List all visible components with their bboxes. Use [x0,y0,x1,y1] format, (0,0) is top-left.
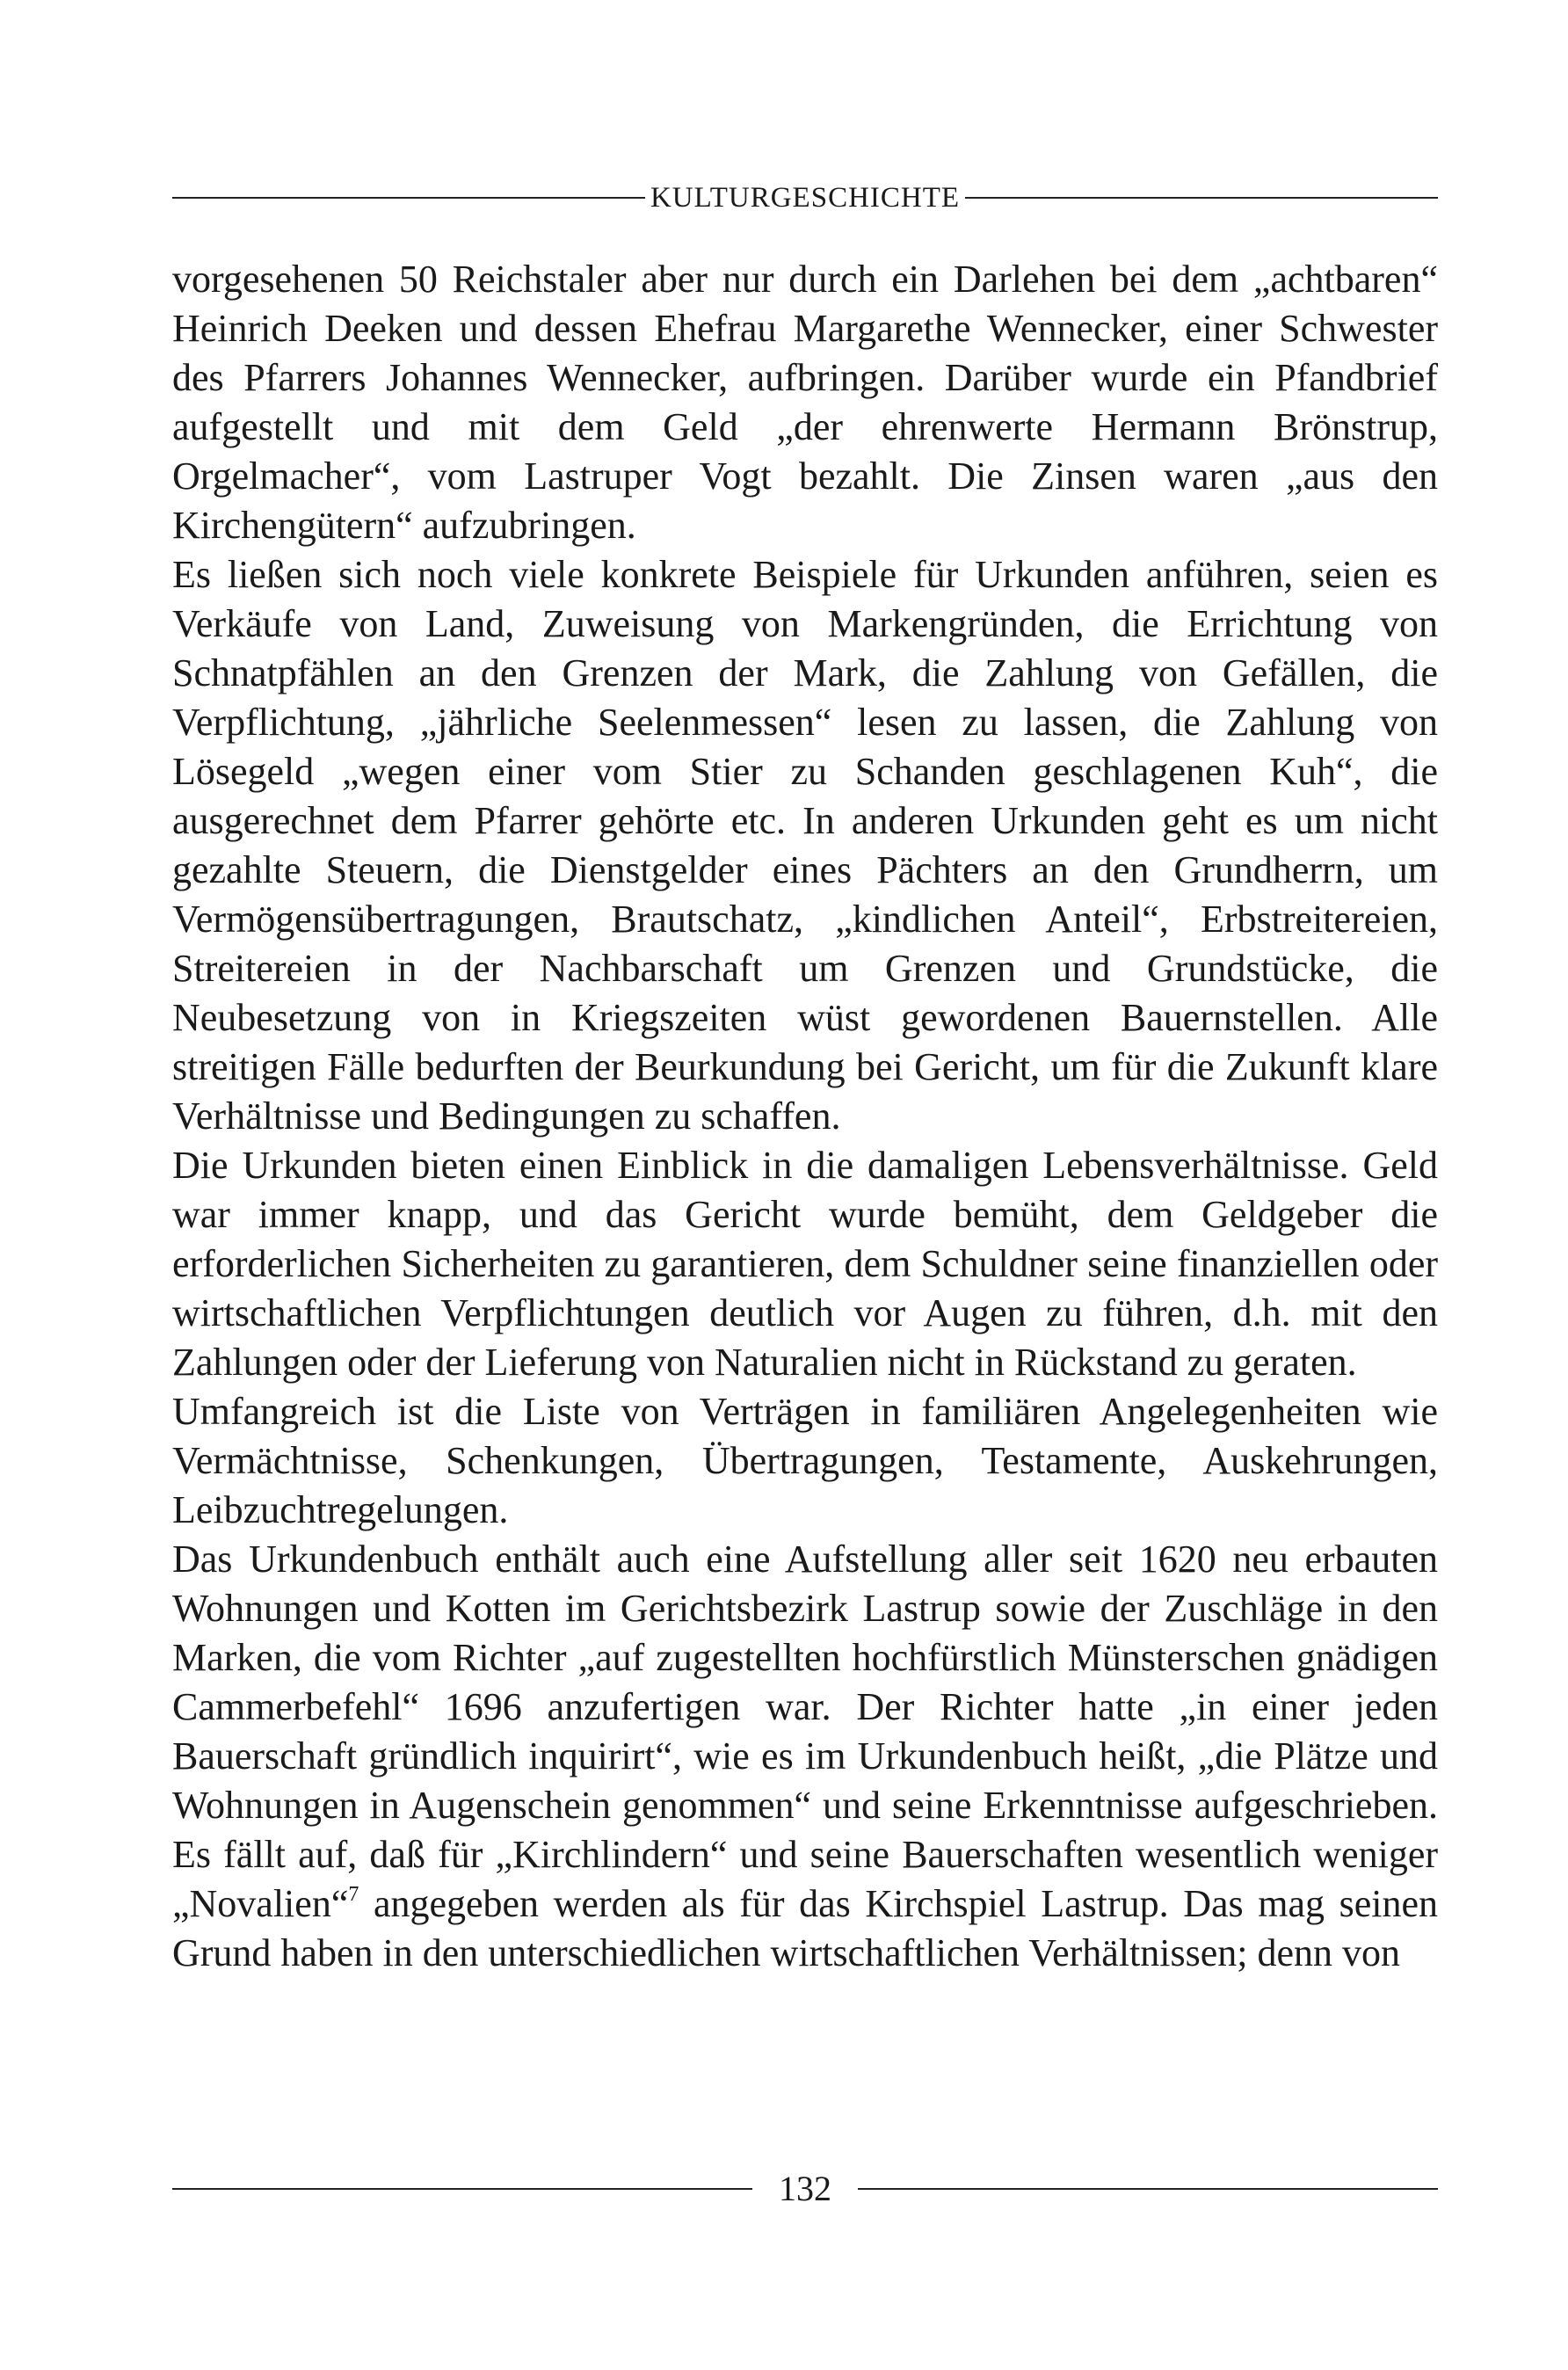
footer-rule-right [858,2188,1438,2190]
page-number: 132 [779,2169,831,2208]
running-title: KULTURGESCHICHTE [650,182,961,214]
paragraph-5 [172,1535,1438,1978]
paragraph-4: Umfangreich ist die Liste von Verträgen in familiären Angelegenheiten wie Vermächtnisse, Schenkungen, Übertragungen, Testamente, Auskehrungen, Leibzuchtregelungen. [172,1390,1438,1531]
running-header [172,176,1438,220]
paragraph-5-text-after: angegeben werden als für das Kirchspiel Lastrup. Das mag seinen Grund haben in den unterschiedlichen wirtschaftlichen Verhältnissen; denn von [172,1882,1438,1974]
paragraph-3: Die Urkunden bieten einen Einblick in die damaligen Lebensverhältnisse. Geld war immer knapp, und das Gericht wurde bemüht, dem Geldgeber die erforderlichen Sicherheiten zu garantieren, dem Schuldner seine finanziellen oder wirtschaftlichen Verpflichtungen deutlich vor Augen zu führen, d.h. mit den Zahlungen oder der Lieferung von Naturalien nicht in Rückstand zu geraten. [172,1144,1438,1384]
footnote-ref: 7 [348,1883,359,1906]
paragraph-5-text: Das Urkundenbuch enthält auch eine Aufstellung aller seit 1620 neu erbauten Wohnungen und Kotten im Gerichtsbezirk Lastrup sowie der Zuschläge in den Marken, die vom Richter „auf zugestellten hochfürstlich Münsterschen gnädigen Cammerbefehl“ 1696 anzufertigen war. Der Richter hatte „in einer jeden Bauerschaft gründlich inquirirt“, wie es im Urkundenbuch heißt, „die Plätze und Wohnungen in Augenschein genommen“ und seine Erkenntnisse aufgeschrieben. Es fällt auf, daß für „Kirchlindern“ und seine Bauerschaften wesentlich weniger „Novalien“ [172,1538,1438,1925]
body-text [172,255,1438,1978]
paragraph-1: vorgesehenen 50 Reichstaler aber nur durch ein Darlehen bei dem „achtbaren“ Heinrich Deeken und dessen Ehefrau Margarethe Wennecker, einer Schwester des Pfarrers Johannes Wennecker, aufbringen. Darüber wurde ein Pfandbrief aufgestellt und mit dem Geld „der ehrenwerte Hermann Brönstrup, Orgelmacher“, vom Lastruper Vogt bezahlt. Die Zinsen waren „aus den Kirchengütern“ aufzubringen. [172,258,1438,547]
page-footer [172,2163,1438,2215]
footer-rule-left [172,2188,752,2190]
header-rule-right [965,197,1438,199]
paragraph-2: Es ließen sich noch viele konkrete Beispiele für Urkunden anführen, seien es Verkäufe von Land, Zuweisung von Markengründen, die Errichtung von Schnatpfählen an den Grenzen der Mark, die Zahlung von Gefällen, die Verpflichtung, „jährliche Seelenmessen“ lesen zu lassen, die Zahlung von Lösegeld „wegen einer vom Stier zu Schanden geschlagenen Kuh“, die ausgerechnet dem Pfarrer gehörte etc. In anderen Urkunden geht es um nicht gezahlte Steuern, die Dienstgelder eines Pächters an den Grundherrn, um Vermögensübertragungen, Brautschatz, „kindlichen Anteil“, Erbstreitereien, Streitereien in der Nachbarschaft um Grenzen und Grundstücke, die Neubesetzung von in Kriegszeiten wüst gewordenen Bauernstellen. Alle streitigen Fälle bedurften der Beurkundung bei Gericht, um für die Zukunft klare Verhältnisse und Bedingungen zu schaffen. [172,553,1438,1138]
header-rule-left [172,197,645,199]
